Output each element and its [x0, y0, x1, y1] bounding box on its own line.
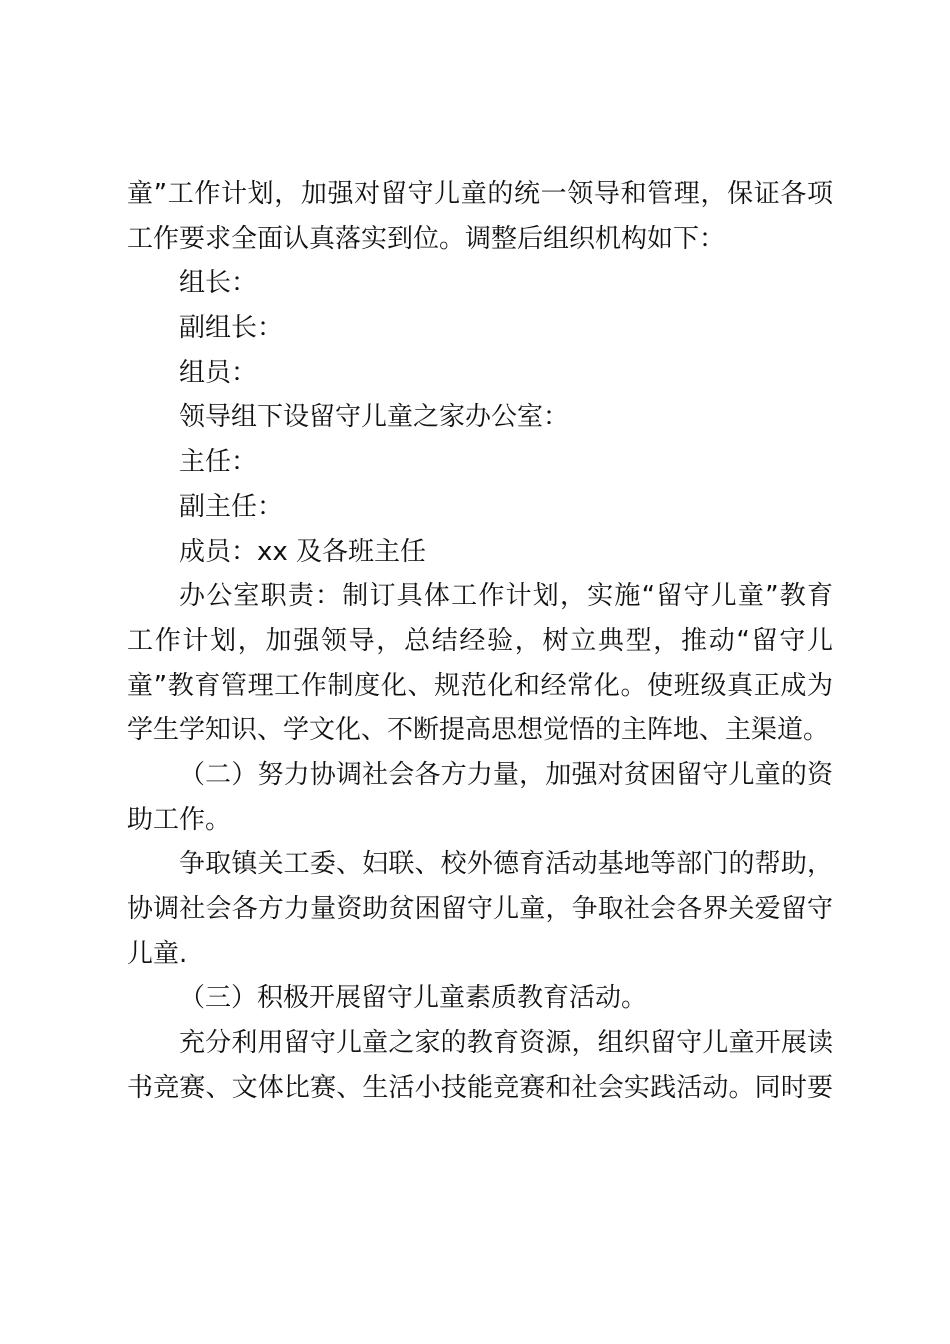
- office-member-label: 成员：xx 及各班主任: [179, 536, 427, 567]
- office-director-label: 主任：: [179, 447, 258, 478]
- body-line: 工作要求全面认真落实到位。调整后组织机构如下：: [127, 223, 726, 254]
- assistance-paragraph-start: 争取镇关工委、妇联、校外德育活动基地等部门的帮助，: [179, 849, 833, 880]
- activities-paragraph-start: 充分利用留守儿童之家的教育资源，组织留守儿童开展读: [179, 1028, 833, 1059]
- office-deputy-director-label: 副主任：: [179, 491, 284, 522]
- office-heading: 领导组下设留守儿童之家办公室：: [179, 402, 570, 433]
- body-line: 学生学知识、学文化、不断提高思想觉悟的主阵地、主渠道。: [127, 715, 830, 746]
- body-line-continuation: 童”工作计划，加强对留守儿童的统一领导和管理，保证各项: [127, 179, 833, 209]
- body-line: 助工作。: [127, 804, 232, 835]
- section-heading-two: （二）努力协调社会各方力量，加强对贫困留守儿童的资: [179, 759, 833, 790]
- body-line: 协调社会各方力量资助贫困留守儿童，争取社会各界关爱留守: [127, 894, 833, 924]
- body-line: 童”教育管理工作制度化、规范化和经常化。使班级真正成为: [127, 670, 833, 701]
- body-line: 书竞赛、文体比赛、生活小技能竞赛和社会实践活动。同时要: [127, 1072, 833, 1103]
- section-heading-three: （三）积极开展留守儿童素质教育活动。: [179, 983, 648, 1014]
- body-line: 儿童.: [127, 938, 188, 969]
- org-member-label: 组员：: [179, 357, 258, 388]
- body-line: 工作计划，加强领导，总结经验，树立典型，推动“留守儿: [127, 625, 833, 656]
- office-duties-paragraph-start: 办公室职责：制订具体工作计划，实施“留守儿童”教育: [179, 581, 833, 612]
- org-leader-label: 组长：: [179, 268, 258, 299]
- document-body: [127, 172, 833, 1110]
- org-deputy-leader-label: 副组长：: [179, 313, 284, 344]
